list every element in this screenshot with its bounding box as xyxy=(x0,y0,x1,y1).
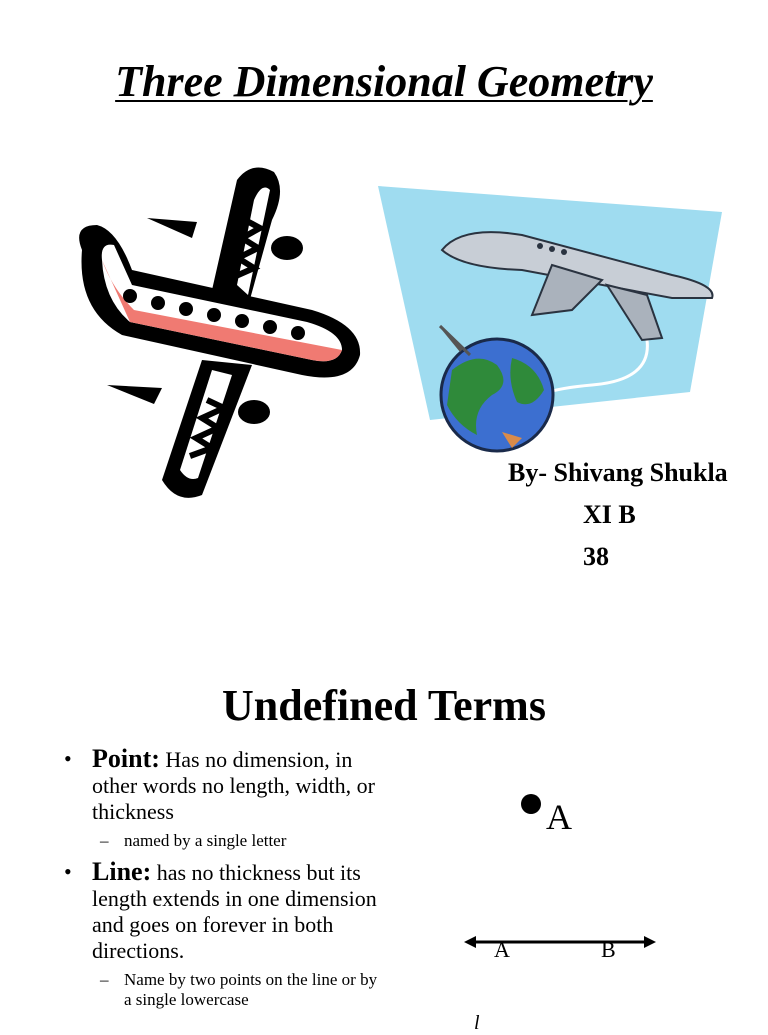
term-label: Line: xyxy=(92,857,152,886)
term-definition: Has no dimension, in other words no length, width, or thickness xyxy=(92,747,375,824)
term-definition: has no thickness but its length extends in one dimension and goes on forever in both directions. xyxy=(92,860,377,963)
class-label: XI B xyxy=(583,500,636,529)
sub-item xyxy=(62,831,382,851)
line-point-a-label: A xyxy=(494,937,510,962)
bullet-icon: • xyxy=(64,746,72,771)
point-label: A xyxy=(546,797,572,837)
author-block xyxy=(508,452,728,578)
jet-globe-clipart xyxy=(372,180,722,465)
sub-item xyxy=(62,970,382,1010)
term-label: Point: xyxy=(92,744,160,773)
dash-icon: – xyxy=(100,970,109,989)
airplane-clipart xyxy=(62,160,362,510)
list-item xyxy=(62,746,382,825)
line-point-b-label: B xyxy=(601,937,616,962)
line-diagram xyxy=(462,930,658,954)
dash-icon: – xyxy=(100,831,109,850)
list-item xyxy=(62,859,382,964)
bullet-icon: • xyxy=(64,859,72,884)
slide-title: Three Dimensional Geometry xyxy=(115,57,653,106)
author-name: By- Shivang Shukla xyxy=(508,458,728,487)
line-name-label: l xyxy=(474,1012,480,1034)
bullet-list xyxy=(62,746,382,1018)
roll-number: 38 xyxy=(583,542,609,571)
sub-text: named by a single letter xyxy=(124,831,287,850)
point-dot xyxy=(521,794,541,814)
section-title: Undefined Terms xyxy=(222,681,546,730)
sub-text: Name by two points on the line or by a single lowercase xyxy=(124,970,378,1009)
